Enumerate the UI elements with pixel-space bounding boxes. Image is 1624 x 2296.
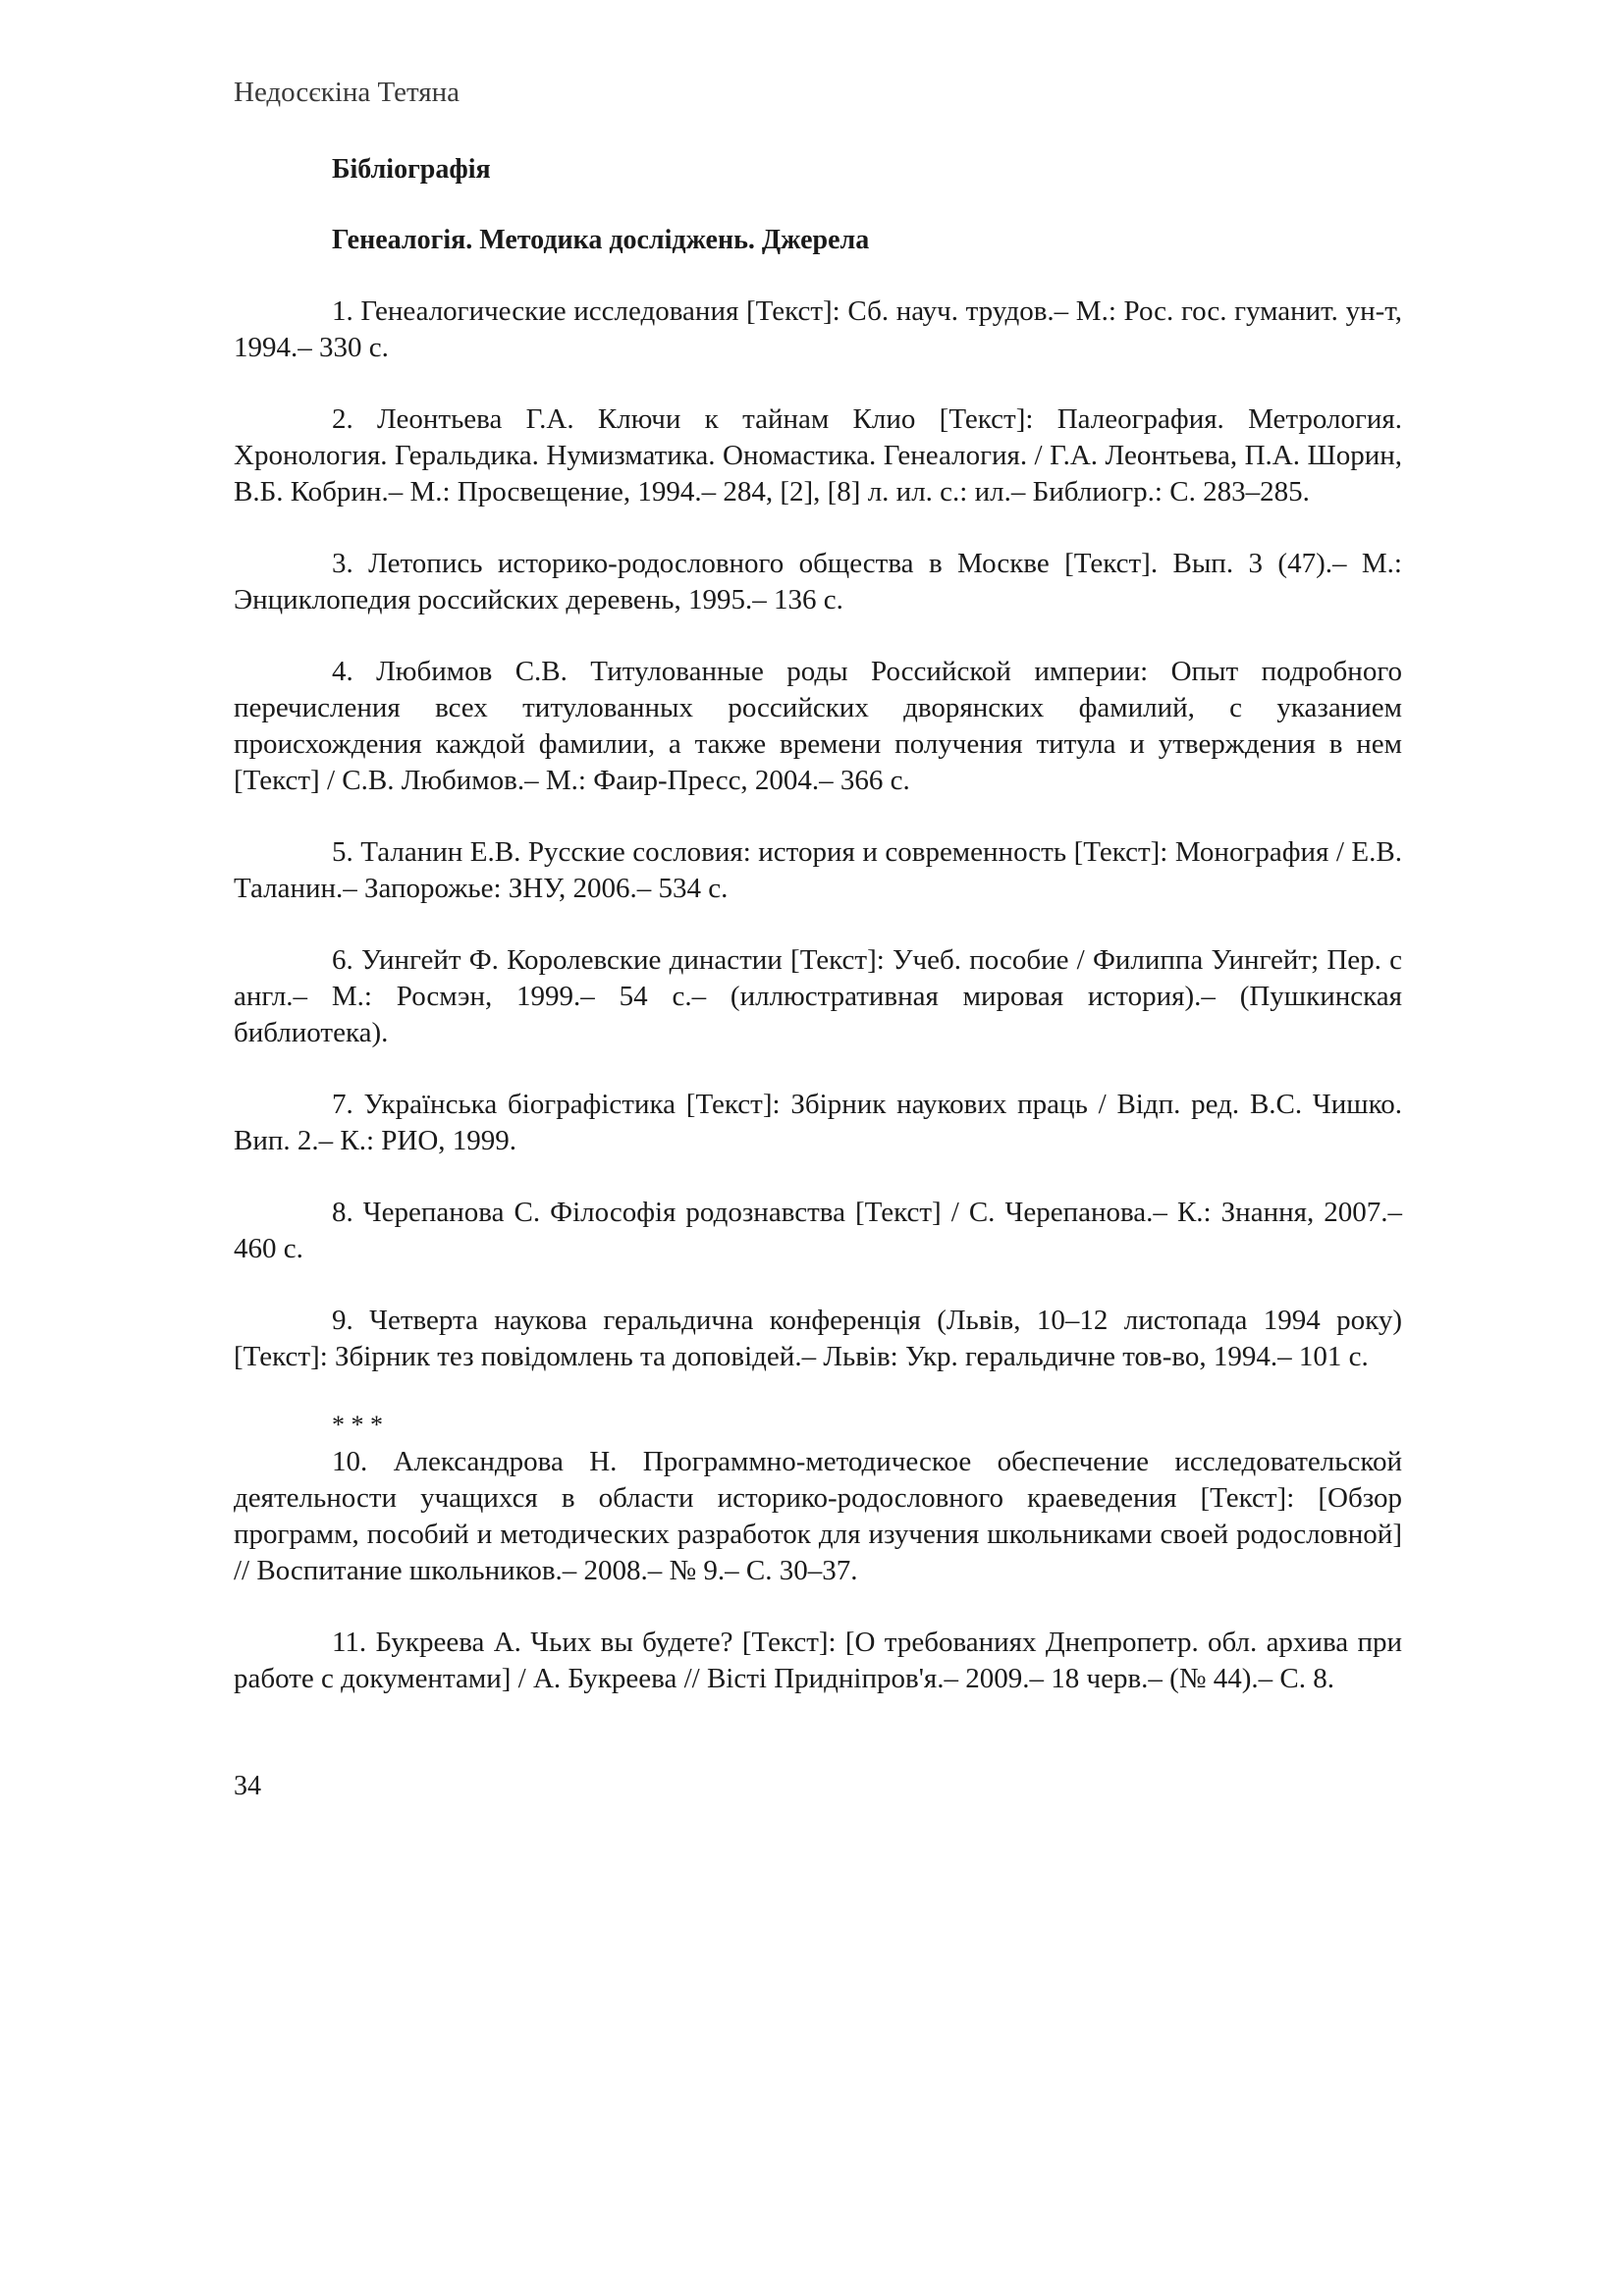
bibliography-entry-8: 8. Черепанова С. Філософія родознавства [Текст] / С. Черепанова.– К.: Знання, 2007.– 460 с. [234, 1197, 1402, 1264]
bibliography-entry-7: 7. Українська біографістика [Текст]: Збірник наукових праць / Відп. ред. В.С. Чишко. Вип. 2.– К.: РИО, 1999. [234, 1089, 1402, 1156]
subsection-heading: Генеалогія. Методика досліджень. Джерела [332, 225, 870, 255]
bibliography-entry-1: 1. Генеалогические исследования [Текст]: Сб. науч. трудов.– М.: Рос. гос. гуманит. ун-т, 1994.– 330 с. [234, 295, 1402, 363]
running-header: Недосєкіна Тетяна [234, 77, 460, 108]
page-number: 34 [234, 1771, 261, 1801]
bibliography-entry-6: 6. Уингейт Ф. Королевские династии [Текст]: Учеб. пособие / Филиппа Уингейт; Пер. с англ.– М.: Росмэн, 1999.– 54 с.– (иллюстративная мировая история).– (Пушкинская библиотека). [234, 944, 1402, 1048]
bibliography-content [234, 152, 1402, 1733]
bibliography-entry-2: 2. Леонтьева Г.А. Ключи к тайнам Клио [Текст]: Палеография. Метрология. Хронология. Геральдика. Нумизматика. Ономастика. Генеалогия. / Г.А. Леонтьева, П.А. Шорин, В.Б. Кобрин.– М.: Просвещение, 1994.– 284, [2], [8] л. ил. с.: ил.– Библиогр.: С. 283–285. [234, 403, 1402, 507]
bibliography-entry-3: 3. Летопись историко-родословного общества в Москве [Текст]. Вып. 3 (47).– М.: Энциклопедия российских деревень, 1995.– 136 с. [234, 548, 1402, 615]
bibliography-entry-4: 4. Любимов С.В. Титулованные роды Российской империи: Опыт подробного перечисления всех титулованных российских дворянских фамилий, с указанием происхождения каждой фамилии, а также времени получения титула и утверждения в нем [Текст] / С.В. Любимов.– М.: Фаир-Пресс, 2004.– 366 с. [234, 656, 1402, 796]
bibliography-entry-11: 11. Букреева А. Чьих вы будете? [Текст]: [О требованиях Днепропетр. обл. архива при работе с документами] / А. Букреева // Вісті Придніпров'я.– 2009.– 18 черв.– (№ 44).– С. 8. [234, 1627, 1402, 1694]
section-heading: Бібліографія [332, 154, 491, 185]
bibliography-entry-10: 10. Александрова Н. Программно-методическое обеспечение исследовательской деятельности учащихся в области историко-родословного краеведения [Текст]: [Обзор программ, пособий и методических разработок для изучения школьниками своей родословной] // Воспитание школьников.– 2008.– № 9.– С. 30–37. [234, 1446, 1402, 1586]
bibliography-entry-5: 5. Таланин Е.В. Русские сословия: история и современность [Текст]: Монография / Е.В. Таланин.– Запорожье: ЗНУ, 2006.– 534 с. [234, 836, 1402, 904]
section-separator: * * * [332, 1411, 383, 1439]
bibliography-entry-9: 9. Четверта наукова геральдична конференція (Львів, 10–12 листопада 1994 року) [Текст]: Збірник тез повідомлень та доповідей.– Львів: Укр. геральдичне тов-во, 1994.– 101 с. [234, 1305, 1402, 1372]
